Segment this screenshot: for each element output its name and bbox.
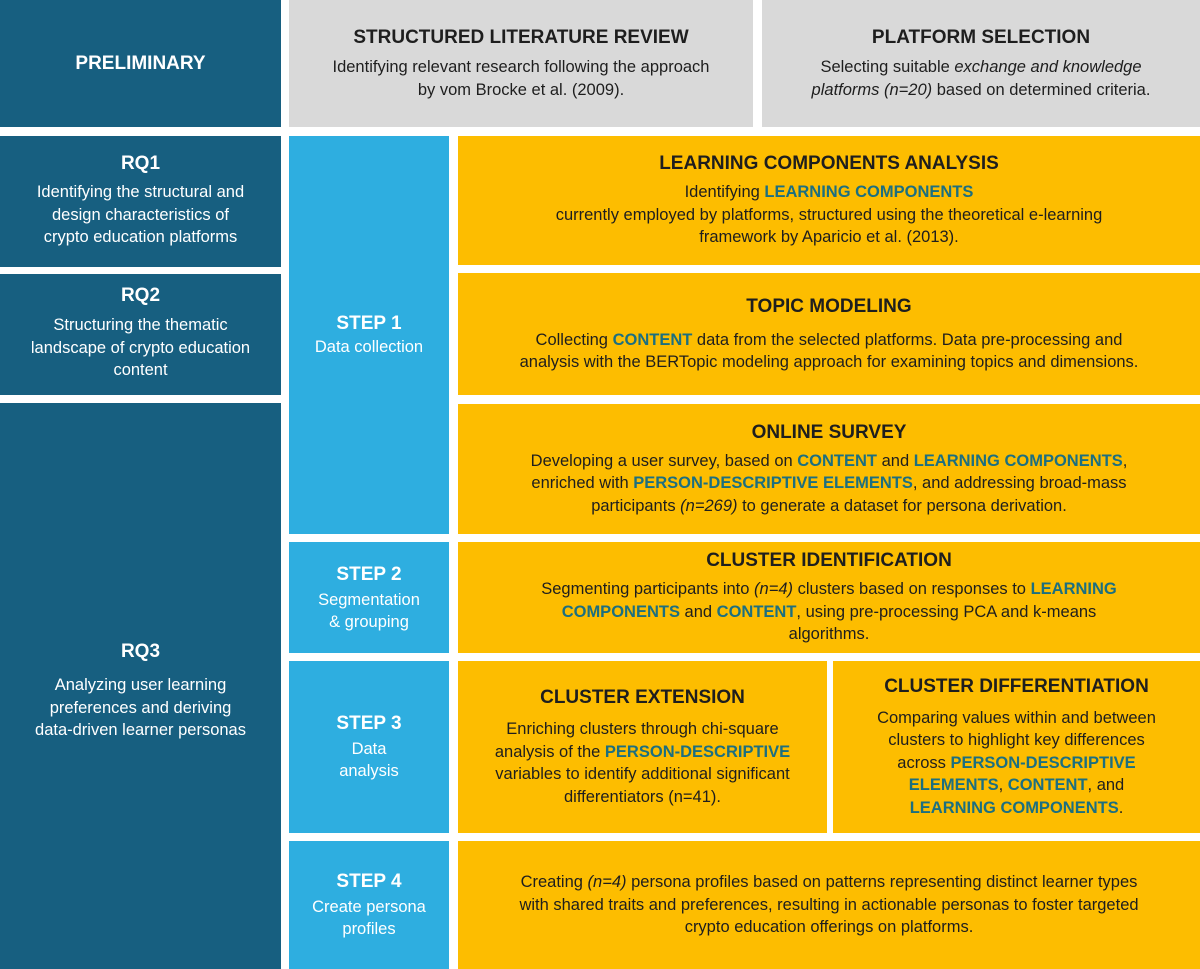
keyword-elements: ELEMENTS xyxy=(908,776,999,795)
survey-text-a: Developing a user survey, based on xyxy=(530,451,798,470)
step4-box xyxy=(289,841,449,969)
literature-review-line1: Identifying relevant research following the approach xyxy=(332,58,710,76)
cdiff-text-a: across xyxy=(897,753,951,772)
cid-text-d: , using pre-processing PCA and k-means xyxy=(796,602,1097,621)
topic-line2: analysis with the BERTopic modeling approach for examining topics and dimensions. xyxy=(519,353,1139,371)
step1-subtitle: Data collection xyxy=(314,338,424,356)
cluster-identification-title: CLUSTER IDENTIFICATION xyxy=(706,550,952,572)
platform-text: Selecting suitable xyxy=(820,58,955,76)
cluster-extension-box xyxy=(458,661,827,833)
cext-line3: variables to identify additional significant xyxy=(495,765,790,783)
literature-review-title: STRUCTURED LITERATURE REVIEW xyxy=(353,27,689,48)
learning-components-analysis-box xyxy=(458,136,1200,265)
cext-line4: differentiators (n=41). xyxy=(564,787,721,806)
keyword-components: COMPONENTS xyxy=(561,602,680,621)
cluster-id-line1 xyxy=(541,578,1117,601)
literature-review-line2: by vom Brocke et al. (2009). xyxy=(417,80,625,99)
keyword-content: CONTENT xyxy=(612,330,693,349)
cluster-extension-title: CLUSTER EXTENSION xyxy=(540,687,745,708)
step2-subtitle-1: Segmentation xyxy=(318,590,420,609)
survey-line1 xyxy=(531,450,1128,473)
survey-text-f: participants xyxy=(591,496,681,515)
cdiff-line3 xyxy=(897,752,1135,775)
survey-text-d: enriched with xyxy=(531,474,634,493)
keyword-content: CONTENT xyxy=(797,451,878,470)
step2-title: STEP 2 xyxy=(336,563,402,585)
lca-title: LEARNING COMPONENTS ANALYSIS xyxy=(659,153,999,175)
cluster-identification-box xyxy=(458,542,1200,653)
lca-line2: currently employed by platforms, structured using the theoretical e-learning xyxy=(555,205,1103,224)
step2-subtitle-2: & grouping xyxy=(329,612,409,631)
survey-text-g: to generate a dataset for persona derivation. xyxy=(737,496,1067,515)
cid-text-c: and xyxy=(679,602,717,621)
persona-line1 xyxy=(521,871,1138,894)
preliminary-label: PRELIMINARY xyxy=(75,52,206,74)
literature-review-box xyxy=(289,0,753,127)
cluster-differentiation-box xyxy=(833,661,1200,833)
cid-text-b: clusters based on responses to xyxy=(793,580,1031,599)
platform-selection-box xyxy=(762,0,1200,127)
rq1-box xyxy=(0,136,281,267)
online-survey-title: ONLINE SURVEY xyxy=(751,421,907,443)
cdiff-line2: clusters to highlight key differences xyxy=(888,731,1145,750)
cluster-id-line2 xyxy=(562,601,1097,624)
preliminary-box xyxy=(0,0,281,127)
persona-line2: with shared traits and preferences, resulting in actionable personas to foster targeted xyxy=(519,895,1139,914)
platform-selection-line2 xyxy=(812,79,1151,102)
step3-title: STEP 3 xyxy=(336,713,402,734)
step3-subtitle-2: analysis xyxy=(339,762,399,780)
online-survey-box xyxy=(458,404,1200,534)
cdiff-line4 xyxy=(909,774,1124,797)
step4-title: STEP 4 xyxy=(336,871,402,892)
rq3-line1: Analyzing user learning xyxy=(54,676,227,695)
step1-title: STEP 1 xyxy=(336,313,402,334)
rq3-box xyxy=(0,403,281,969)
rq2-line2: landscape of crypto education xyxy=(30,338,251,357)
rq1-line1: Identifying the structural and xyxy=(36,183,245,201)
keyword-person-descriptive: PERSON-DESCRIPTIVE xyxy=(950,753,1136,772)
topic-modeling-title: TOPIC MODELING xyxy=(746,295,912,317)
survey-line3 xyxy=(591,495,1067,518)
platform-italic-n: platforms (n=20) xyxy=(811,80,933,99)
step3-box xyxy=(289,661,449,833)
topic-modeling-box xyxy=(458,273,1200,395)
cluster-differentiation-title: CLUSTER DIFFERENTIATION xyxy=(884,675,1149,697)
persona-line3: crypto education offerings on platforms. xyxy=(684,918,974,937)
cdiff-text-b: , xyxy=(998,776,1008,795)
rq3-title: RQ3 xyxy=(120,641,161,663)
cid-n: (n=4) xyxy=(754,580,794,599)
survey-n: (n=269) xyxy=(680,496,738,515)
step4-subtitle-2: profiles xyxy=(342,920,396,938)
cdiff-text-c: , and xyxy=(1087,776,1125,795)
persona-text-a: Creating xyxy=(520,873,588,892)
keyword-content: CONTENT xyxy=(1007,776,1088,795)
survey-text-e: , and addressing broad-mass xyxy=(912,474,1127,493)
topic-text-b: data from the selected platforms. Data pre-processing and xyxy=(692,330,1123,349)
keyword-person-descriptive-elements: PERSON-DESCRIPTIVE ELEMENTS xyxy=(633,474,913,493)
keyword-learning-components: LEARNING COMPONENTS xyxy=(764,183,974,202)
cdiff-line5 xyxy=(910,797,1124,820)
rq3-line3: data-driven learner personas xyxy=(35,721,246,740)
platform-text-2: based on determined criteria. xyxy=(932,80,1151,99)
cluster-id-line3: algorithms. xyxy=(788,625,870,644)
step3-subtitle-1: Data xyxy=(351,740,387,758)
rq1-line3: crypto education platforms xyxy=(43,228,238,246)
lca-text: Identifying xyxy=(684,183,765,202)
platform-selection-title: PLATFORM SELECTION xyxy=(871,27,1091,48)
cext-text-a: analysis of the xyxy=(494,742,605,761)
survey-text-c: , xyxy=(1122,451,1128,470)
keyword-learning: LEARNING xyxy=(1030,580,1117,599)
keyword-learning-components: LEARNING COMPONENTS xyxy=(913,451,1123,470)
rq2-title: RQ2 xyxy=(120,285,161,306)
survey-text-b: and xyxy=(877,451,914,470)
step1-box xyxy=(289,136,449,534)
keyword-content: CONTENT xyxy=(716,602,797,621)
cid-text-a: Segmenting participants into xyxy=(541,580,755,599)
step2-box xyxy=(289,542,449,653)
lca-line3: framework by Aparicio et al. (2013). xyxy=(699,228,959,247)
rq1-title: RQ1 xyxy=(120,153,161,174)
rq2-box xyxy=(0,274,281,395)
rq3-line2: preferences and deriving xyxy=(49,698,232,717)
platform-italic: exchange and knowledge xyxy=(954,58,1142,76)
cdiff-line1: Comparing values within and between xyxy=(877,708,1156,727)
topic-text-a: Collecting xyxy=(535,330,613,349)
persona-creation-box xyxy=(458,841,1200,969)
persona-text-b: persona profiles based on patterns representing distinct learner types xyxy=(626,873,1138,892)
rq2-line1: Structuring the thematic xyxy=(53,316,228,334)
persona-n: (n=4) xyxy=(587,873,627,892)
topic-line1 xyxy=(536,329,1123,352)
lca-line1 xyxy=(685,181,974,204)
rq1-line2: design characteristics of xyxy=(52,205,229,224)
rq2-line3: content xyxy=(113,361,168,379)
cdiff-text-d: . xyxy=(1118,798,1124,817)
cext-line1: Enriching clusters through chi-square xyxy=(506,720,779,738)
step4-subtitle-1: Create persona xyxy=(312,898,426,916)
keyword-person-descriptive: PERSON-DESCRIPTIVE xyxy=(604,742,791,761)
survey-line2 xyxy=(531,472,1126,495)
cext-line2 xyxy=(495,741,790,764)
platform-selection-line1 xyxy=(820,56,1141,79)
keyword-learning-components: LEARNING COMPONENTS xyxy=(909,798,1119,817)
